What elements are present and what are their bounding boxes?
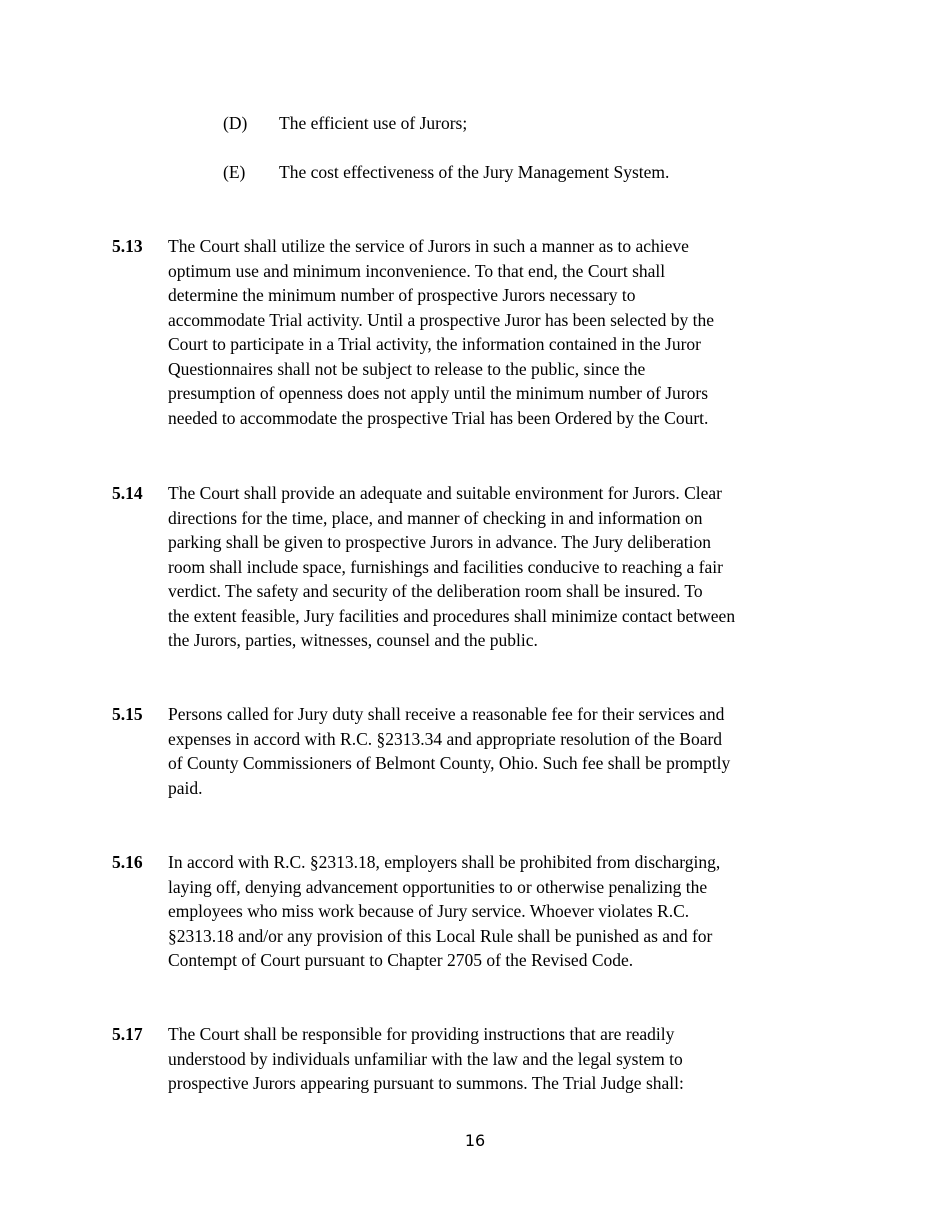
section-line: determine the minimum number of prospective Jurors necessary to xyxy=(168,285,636,305)
section-number: 5.14 xyxy=(112,483,143,503)
section-line: presumption of openness does not apply until the minimum number of Jurors xyxy=(168,383,709,403)
section-line: The Court shall utilize the service of Jurors in such a manner as to achieve xyxy=(168,236,689,256)
section-body xyxy=(168,1022,790,1096)
list-marker: (D) xyxy=(223,113,248,133)
section-line: Court to participate in a Trial activity, the information contained in the Juror xyxy=(168,334,701,354)
list-marker: (E) xyxy=(223,162,246,182)
section-line: directions for the time, place, and manner of checking in and information on xyxy=(168,507,703,528)
section-line: verdict. The safety and security of the deliberation room shall be insured. To xyxy=(168,581,703,601)
section-line: prospective Jurors appearing pursuant to summons. The Trial Judge shall: xyxy=(168,1073,684,1093)
section-5-17 xyxy=(112,1022,792,1096)
section-5-13 xyxy=(112,234,792,430)
section-line: understood by individuals unfamiliar with the law and the legal system to xyxy=(168,1048,683,1069)
section-number: 5.16 xyxy=(112,852,143,872)
list-text: The cost effectiveness of the Jury Management System. xyxy=(279,162,670,182)
section-5-14 xyxy=(112,481,792,653)
section-line: Questionnaires shall not be subject to release to the public, since the xyxy=(168,358,646,379)
list-item-d xyxy=(223,111,467,136)
section-line: room shall include space, furnishings and facilities conducive to reaching a fair xyxy=(168,556,723,577)
section-line: Contempt of Court pursuant to Chapter 2705 of the Revised Code. xyxy=(168,950,634,970)
list-text: The efficient use of Jurors; xyxy=(279,113,468,133)
section-line: needed to accommodate the prospective Trial has been Ordered by the Court. xyxy=(168,407,709,428)
page-number: 16 xyxy=(464,1131,486,1150)
section-line: employees who miss work because of Jury service. Whoever violates R.C. xyxy=(168,901,690,921)
section-line: laying off, denying advancement opportunities to or otherwise penalizing the xyxy=(168,876,708,897)
section-number: 5.13 xyxy=(112,236,143,256)
section-line: paid. xyxy=(168,777,203,798)
section-line: In accord with R.C. §2313.18, employers shall be prohibited from discharging, xyxy=(168,852,721,872)
section-5-15 xyxy=(112,702,792,800)
section-body xyxy=(168,234,790,430)
section-line: parking shall be given to prospective Jurors in advance. The Jury deliberation xyxy=(168,532,711,552)
section-body xyxy=(168,702,790,800)
section-line: optimum use and minimum inconvenience. To that end, the Court shall xyxy=(168,260,666,281)
section-number: 5.17 xyxy=(112,1024,143,1044)
section-line: Persons called for Jury duty shall receive a reasonable fee for their services and xyxy=(168,704,725,724)
section-body xyxy=(168,850,790,973)
section-5-16 xyxy=(112,850,792,973)
section-body xyxy=(168,481,790,653)
section-line: accommodate Trial activity. Until a prospective Juror has been selected by the xyxy=(168,309,715,330)
section-line: the Jurors, parties, witnesses, counsel and the public. xyxy=(168,630,538,650)
section-number: 5.15 xyxy=(112,704,143,724)
section-line: The Court shall be responsible for providing instructions that are readily xyxy=(168,1024,675,1044)
section-line: expenses in accord with R.C. §2313.34 and appropriate resolution of the Board xyxy=(168,728,723,749)
section-line: §2313.18 and/or any provision of this Local Rule shall be punished as and for xyxy=(168,925,713,946)
list-item-e xyxy=(223,160,669,185)
section-line: the extent feasible, Jury facilities and procedures shall minimize contact between xyxy=(168,605,736,626)
section-line: of County Commissioners of Belmont County, Ohio. Such fee shall be promptly xyxy=(168,753,731,773)
section-line: The Court shall provide an adequate and suitable environment for Jurors. Clear xyxy=(168,483,723,503)
